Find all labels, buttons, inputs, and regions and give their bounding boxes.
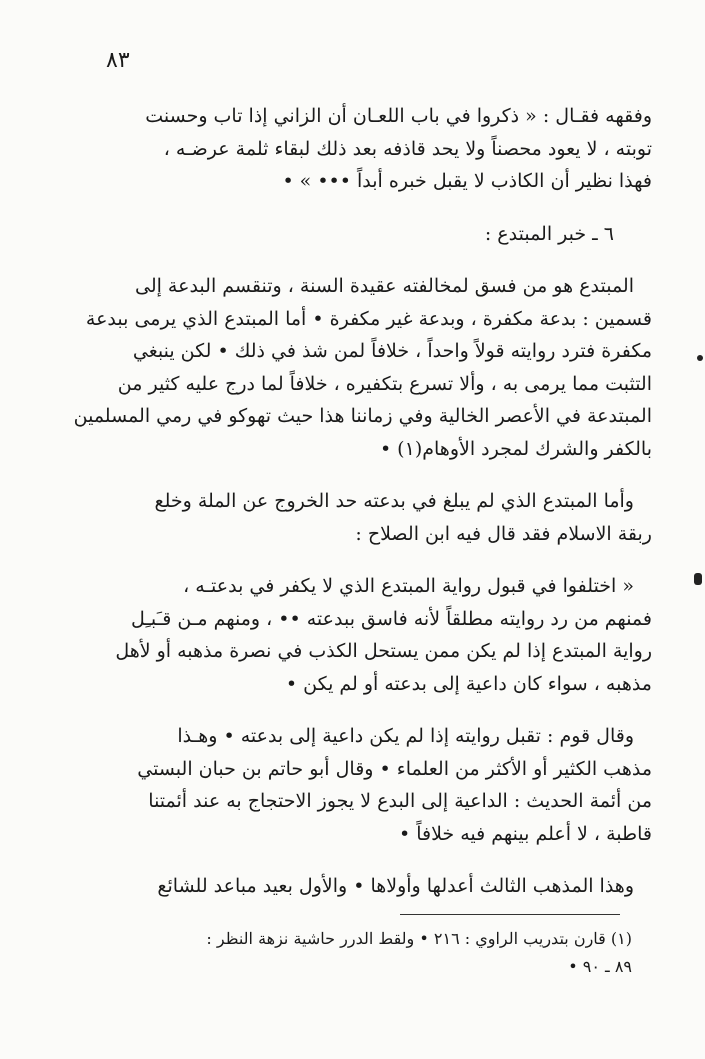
paragraph-mubtadi-definition (70, 270, 652, 465)
scan-margin-mark (694, 573, 702, 585)
text-line: قسمين : بدعة مكفرة ، وبدعة غير مكفرة • أما المبتدع الذي يرمى ببدعة (85, 307, 652, 330)
footnote (70, 925, 632, 981)
text-line: مكفرة فترد روايته قولاً واحداً ، خلافاً لمن شذ في ذلك • لكن ينبغي (132, 340, 652, 362)
section-heading (70, 218, 652, 251)
text-line: وفقهه فقـال : « ذكروا في باب اللعـان أن الزاني إذا تاب وحسنت (145, 105, 652, 127)
text-line: التثبت مما يرمى به ، وألا تسرع بتكفيره ، خلافاً لما درج عليه كثير من (117, 372, 652, 395)
text-line: فهذا نظير أن الكاذب لا يقبل خبره أبداً ••• » • (282, 170, 652, 192)
text-line: وأما المبتدع الذي لم يبلغ في بدعته حد الخروج عن الملة وخلع (154, 490, 634, 512)
text-line: من أئمة الحديث : الداعية إلى البدع لا يجوز الاحتجاج به عند أئمتنا (148, 790, 652, 812)
text-line: فمنهم من رد روايته مطلقاً لأنه فاسق ببدعته •• ، ومنهم مـن قـَبـِل (130, 607, 652, 630)
text-line: رواية المبتدع إذا لم يكن ممن يستحل الكذب في نصرة مذهبه أو لأهل (115, 640, 652, 662)
paragraph-other-opinion (70, 720, 652, 850)
paragraph-ibn-salah-quote (70, 570, 652, 700)
text-line: « اختلفوا في قبول رواية المبتدع الذي لا يكفر في بدعتـه ، (183, 575, 634, 597)
text-line: وهذا المذهب الثالث أعدلها وأولاها • والأول بعيد مباعد للشائع (157, 875, 634, 897)
paragraph-third-opinion (70, 870, 652, 903)
page-number: ٨٣ (106, 48, 130, 73)
text-line: توبته ، لا يعود محصناً ولا يحد قاذفه بعد ذلك لبقاء ثلمة عرضـه ، (163, 137, 652, 160)
heading-text: ٦ ـ خبر المبتدع : (484, 222, 614, 245)
text-line: مذهبه ، سواء كان داعية إلى بدعته أو لم يكن • (285, 672, 652, 695)
scan-margin-mark (697, 355, 703, 361)
paragraph-ibn-salah-intro (70, 485, 652, 550)
text-line: مذهب الكثير أو الأكثر من العلماء • وقال أبو حاتم بن حبان البستي (137, 757, 652, 780)
footnote-divider (400, 914, 620, 915)
page-body (70, 100, 652, 923)
footnote-line: (١) قارن بتدريب الراوي : ٢١٦ • ولقط الدرر حاشية نزهة النظر : (206, 929, 632, 948)
text-line: المبتدع هو من فسق لمخالفته عقيدة السنة ، وتنقسم البدعة إلى (134, 275, 634, 297)
footnote-line: ٨٩ ـ ٩٠ • (568, 957, 632, 976)
paragraph-lian-quote (70, 100, 652, 198)
text-line: وقال قوم : تقبل روايته إذا لم يكن داعية إلى بدعته • وهـذا (177, 725, 634, 747)
text-line: قاطبة ، لا أعلم بينهم فيه خلافاً • (398, 822, 652, 845)
text-line: ربقة الاسلام فقد قال فيه ابن الصلاح : (355, 522, 652, 545)
text-line: المبتدعة في الأعصر الخالية وفي زماننا هذا حيث تهوكو في رمي المسلمين (73, 405, 652, 427)
text-line: بالكفر والشرك لمجرد الأوهام(١) • (379, 437, 652, 460)
